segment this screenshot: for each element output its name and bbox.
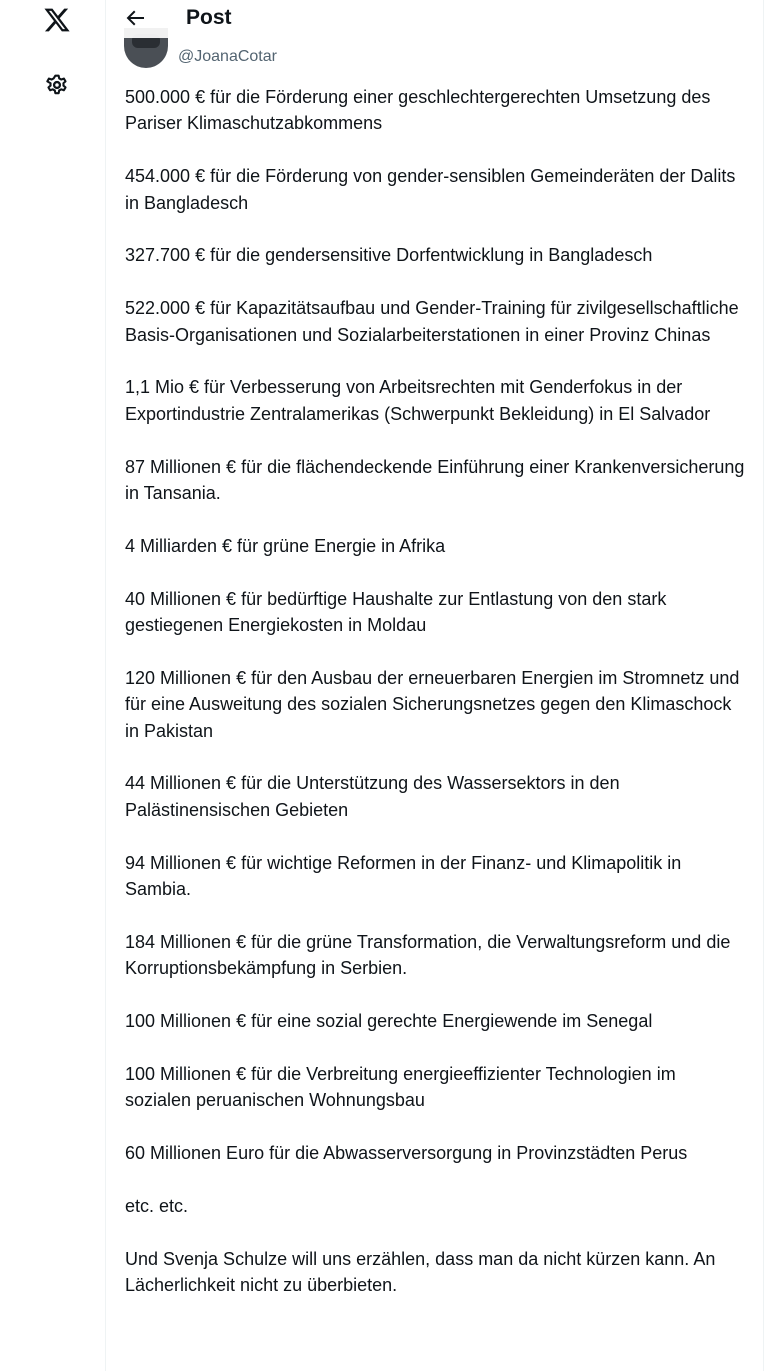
- post-paragraph: 500.000 € für die Förderung einer geschlechtergerechten Umsetzung des Pariser Klimaschutzabkommens: [125, 87, 711, 134]
- post-paragraph: 100 Millionen € für die Verbreitung energieeffizienter Technologien im sozialen peruanischen Wohnungsbau: [125, 1063, 676, 1111]
- post-paragraph: 94 Millionen € für wichtige Reformen in der Finanz- und Klimapolitik in Sambia.: [125, 852, 682, 900]
- post-paragraph: 184 Millionen € für die grüne Transformation, die Verwaltungsreform und die Korruptionsbekämpfung in Serbien.: [125, 931, 731, 979]
- post-paragraph: 40 Millionen € für bedürftige Haushalte zur Entlastung von den stark gestiegenen Energiekosten in Moldau: [125, 588, 667, 636]
- post-paragraph: 327.700 € für die gendersensitive Dorfentwicklung in Bangladesch: [125, 245, 653, 266]
- post-paragraph: 1,1 Mio € für Verbesserung von Arbeitsrechten mit Genderfokus in der Exportindustrie Zentralamerikas (Schwerpunkt Bekleidung) in El Salvador: [125, 377, 711, 424]
- post-paragraph: Und Svenja Schulze will uns erzählen, dass man da nicht kürzen kann. An Lächerlichkeit nicht zu überbieten.: [125, 1248, 716, 1296]
- post-paragraph: 4 Milliarden € für grüne Energie in Afrika: [125, 535, 446, 556]
- arrow-left-icon[interactable]: [123, 6, 147, 30]
- post-paragraph: 522.000 € für Kapazitätsaufbau und Gender-Training für zivilgesellschaftliche Basis-Organisationen und Sozialarbeiterstationen in einer Provinz Chinas: [125, 298, 739, 345]
- post-paragraph: 120 Millionen € für den Ausbau der erneuerbaren Energien im Stromnetz und für eine Ausweitung des sozialen Sicherungsnetzes gegen den Klimaschock in Pakistan: [125, 667, 740, 741]
- post-paragraph: 60 Millionen Euro für die Abwasserversorgung in Provinzstädten Perus: [125, 1143, 688, 1164]
- post-paragraph: etc. etc.: [125, 1195, 189, 1216]
- post-text: [125, 84, 745, 1298]
- gear-icon[interactable]: [43, 71, 71, 99]
- left-nav-rail: [0, 0, 105, 1371]
- post-column: [105, 0, 764, 1371]
- page-title: Post: [186, 6, 232, 29]
- post-paragraph: 44 Millionen € für die Unterstützung des Wassersektors in den Palästinensischen Gebieten: [125, 773, 620, 820]
- post-paragraph: 100 Millionen € für eine sozial gerechte Energiewende im Senegal: [125, 1011, 653, 1032]
- x-logo-icon[interactable]: [41, 6, 73, 34]
- author-handle[interactable]: @JoanaCotar: [178, 48, 277, 65]
- post-paragraph: 87 Millionen € für die flächendeckende Einführung einer Krankenversicherung in Tansania.: [125, 456, 745, 504]
- post-paragraph: 454.000 € für die Förderung von gender-sensiblen Gemeinderäten der Dalits in Bangladesch: [125, 166, 736, 213]
- post-header: [106, 0, 763, 38]
